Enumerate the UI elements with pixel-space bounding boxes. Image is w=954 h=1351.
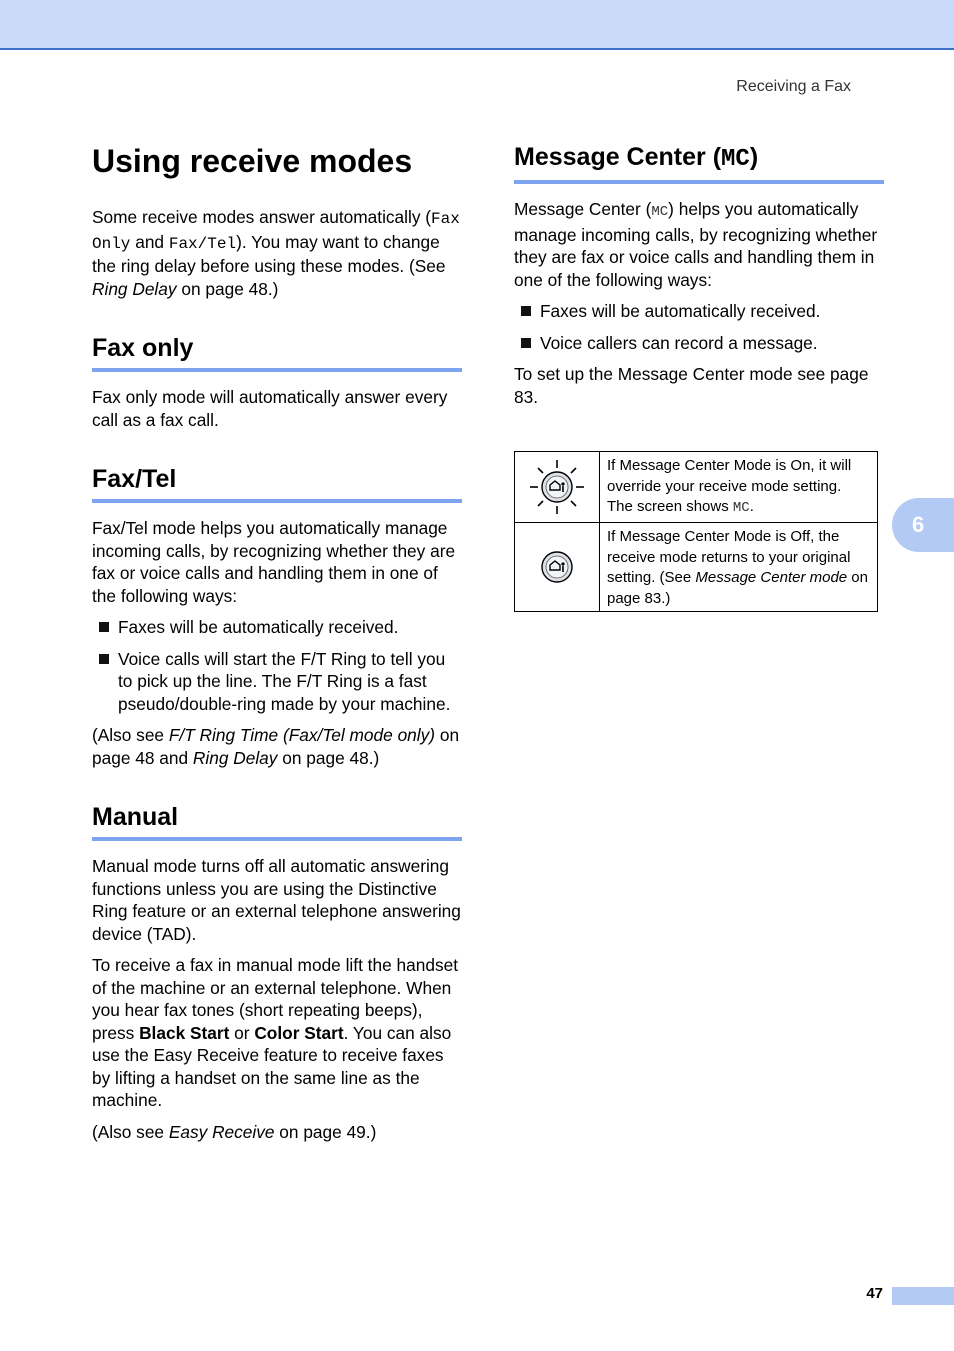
code-mc: MC: [732, 500, 750, 516]
fax-tel-body: Fax/Tel mode helps you automatically manage incoming calls, by recognizing whether they are fax or voice calls and handling them in one of the following ways:: [92, 518, 456, 606]
message-center-unlit-icon: [515, 523, 600, 611]
list-item: [514, 332, 884, 355]
message-center-bullet-list: [514, 300, 884, 354]
also-text-1: (Also see: [92, 1121, 169, 1142]
fax-tel-also-see: [92, 724, 462, 769]
also-text-2: on page 49.): [274, 1121, 377, 1142]
heading-code-mc: MC: [721, 146, 750, 173]
ref-message-center-mode: Message Center mode: [695, 569, 848, 586]
message-center-lit-icon: [515, 452, 600, 522]
table-row: [515, 523, 877, 611]
list-item-text: Voice calls will start the F/T Ring to tell you to pick up the line. The F/T Ring is a fast pseudo/double-ring made by your machine.: [118, 648, 451, 714]
intro-text-4: on page 48.): [176, 278, 279, 299]
code-mc: MC: [651, 204, 669, 220]
manual-also-see: [92, 1121, 462, 1144]
intro-text-3: ). You may want to change the ring delay before using these modes. (See: [92, 231, 446, 276]
ref-ft-ring-time: F/T Ring Time (Fax/Tel mode only): [168, 725, 436, 745]
table-cell-text: [600, 452, 877, 522]
cell-text-2: .: [749, 498, 754, 515]
key-black-start: Black Start: [139, 1022, 230, 1043]
right-column: [514, 140, 884, 417]
cell-text-2: on page 83.): [607, 569, 868, 607]
square-bullet-icon: [521, 338, 531, 348]
manual-body-1: Manual mode turns off all automatic answering functions unless you are using the Distinctive Ring feature or an external telephone answering device (TAD).: [92, 856, 461, 944]
page-number: 47: [866, 1285, 883, 1302]
cell-text-1: If Message Center Mode is On, it will override your receive mode setting. The screen shows: [607, 457, 852, 515]
message-center-note-table: [514, 451, 878, 612]
manual-text-3: . You can also use the Easy Receive feature to receive faxes by lifting a handset on the same line as the machine.: [92, 1022, 452, 1110]
ref-ring-delay: Ring Delay: [192, 747, 278, 768]
intro-text-1: Some receive modes answer automatically (: [92, 207, 432, 227]
ref-easy-receive: Easy Receive: [168, 1121, 275, 1142]
also-text-3: on page 48.): [277, 747, 380, 768]
list-item-text: Voice callers can record a message.: [540, 332, 818, 353]
intro-text-2: and: [130, 231, 169, 252]
list-item: [514, 300, 884, 323]
intro-paragraph: [92, 206, 462, 300]
message-center-intro: [514, 198, 884, 291]
mc-intro-text-2: ) helps you automatically manage incoming calls, by recognizing whether they are fax or voice calls and handling them in one of the following ways:: [514, 199, 878, 290]
also-text-1: (Also see: [92, 725, 169, 745]
manual-text-2: or: [229, 1022, 255, 1043]
left-column: [92, 140, 462, 1152]
running-head: Receiving a Fax: [736, 78, 851, 95]
chapter-tab: 6: [892, 498, 954, 552]
list-item-text: Faxes will be automatically received.: [118, 617, 399, 637]
cell-text-1: If Message Center Mode is Off, the receive mode returns to your original setting. (See: [607, 528, 851, 586]
also-text-2: on page 48 and: [92, 725, 460, 768]
heading-manual: Manual: [92, 800, 462, 841]
page-title: Using receive modes: [92, 143, 413, 179]
mc-intro-text-1: Message Center (: [514, 199, 652, 219]
heading-end: ): [749, 143, 759, 171]
fax-tel-bullet-list: [92, 616, 462, 715]
list-item-text: Faxes will be automatically received.: [540, 301, 821, 321]
table-cell-text: [600, 523, 877, 611]
code-fax-tel: Fax/Tel: [168, 234, 237, 253]
square-bullet-icon: [99, 622, 109, 632]
ref-ring-delay: Ring Delay: [92, 278, 177, 299]
heading-message-center: [514, 140, 884, 184]
table-row: [515, 452, 877, 523]
key-color-start: Color Start: [254, 1022, 344, 1043]
heading-text: Message Center (: [514, 143, 722, 171]
manual-text-1: To receive a fax in manual mode lift the handset of the machine or an external telephone. When you hear fax tones (short repeating beeps), press: [92, 955, 458, 1043]
square-bullet-icon: [521, 306, 531, 316]
message-center-setup: To set up the Message Center mode see page 83.: [514, 364, 869, 407]
top-banner: [0, 0, 954, 50]
page-number-bar: [892, 1287, 954, 1305]
code-fax-only: Fax Only: [92, 210, 460, 253]
list-item: [92, 648, 462, 716]
square-bullet-icon: [99, 654, 109, 664]
heading-fax-tel: Fax/Tel: [92, 462, 462, 503]
heading-fax-only: Fax only: [92, 331, 462, 372]
manual-body-2: [92, 954, 462, 1112]
list-item: [92, 616, 462, 639]
fax-only-body: Fax only mode will automatically answer every call as a fax call.: [92, 387, 448, 430]
